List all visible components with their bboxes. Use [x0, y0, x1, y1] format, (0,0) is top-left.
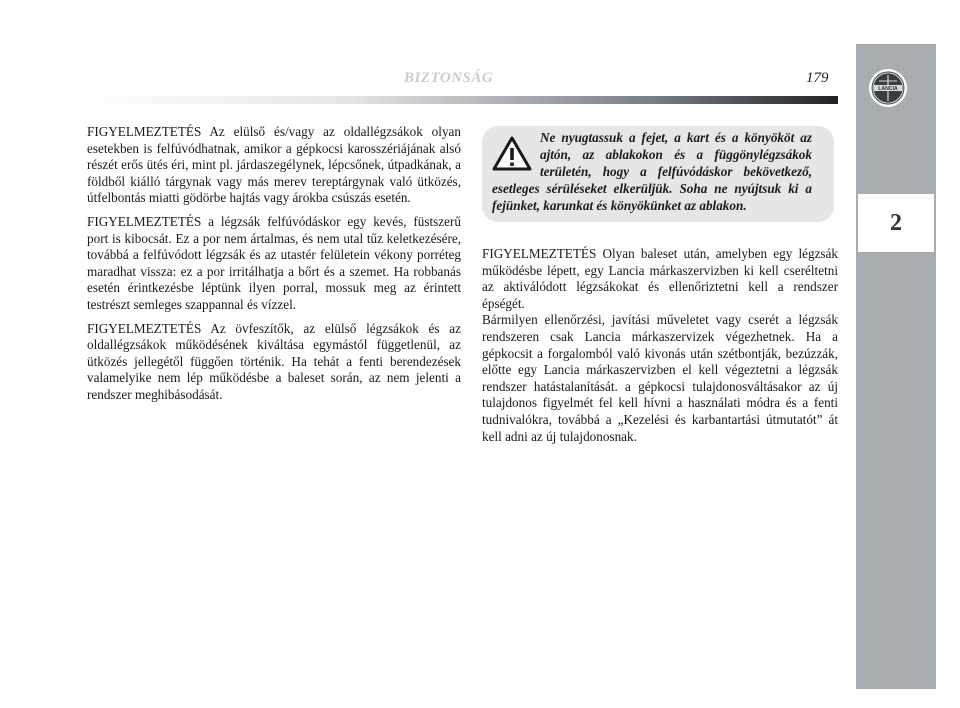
warning-paragraph-independent-activation: FIGYELMEZTETÉS Az övfeszítők, az elülső légzsákok és az oldallégzsákok működésének kiváltása egymástól függetlenül, az ütközés jellegétől függően történik. Ha tehát a fenti berendezések valamelyike nem lép működésbe a baleset során, az nem jelenti a rendszer meghibásodását. — [87, 320, 461, 402]
paragraph-service-and-disposal: Bármilyen ellenőrzési, javítási műveletet vagy cserét a légzsák rendszeren csak Lancia márkaszervizek végezhetnek. Ha a gépkocsit a forgalomból való kivonás után szétbontják, bezúzzák, előtte egy Lancia márkaszervizben el kell végeztetni a légzsák rendszer hatástalanítását. a gépkocsi tulajdonosváltásakor az új tulajdonos figyelmét fel kell hívni a használati módra és a fenti tudnivalókra, továbbá a „Kezelési és karbantartási útmutatót” át kell adni az új tulajdonosnak. — [482, 312, 838, 444]
page-number: 179 — [806, 70, 829, 86]
section-title: BIZTONSÁG — [404, 70, 494, 86]
warning-paragraph-after-accident: FIGYELMEZTETÉS Olyan baleset után, amelyben egy légzsák működésbe lépett, egy Lancia márkaszervizben ki kell cseréltetni az aktiválódott légzsákokat és ellenőriztetni kell a rendszer épségét. — [482, 246, 838, 311]
logo-text: LANCIA — [878, 86, 898, 92]
warning-text: Ne nyugtassuk a fejet, a kart és a könyököt az ajtón, az ablakokon és a függönylégzsákok területén, hogy a felfúvódáskor bekövetkező, esetleges sérüléseket elkerüljük. Soha ne nyújtsuk ki a fejünket, karunkat és könyökünket az ablakon. — [492, 130, 812, 213]
warning-paragraph-airbag-activation: FIGYELMEZTETÉS Az elülső és/vagy az oldallégzsákok olyan esetekben is felfúvódhatnak, amikor a gépkocsi karosszériájának alsó részét erős ütés éri, mint pl. járdaszegélynek, lépcsőnek, útpadkának, a földből kiálló tárgynak vagy más merev tereptárgynak való ütközés, útfelbontás miatti gödörbe hajtás vagy árokba csúszás esetén. — [87, 124, 461, 206]
header-divider — [84, 96, 838, 104]
warning-paragraph-airbag-dust: FIGYELMEZTETÉS a légzsák felfúvódáskor egy kevés, füstszerű port is kibocsát. Ez a por nem ártalmas, és nem utal tűz keletkezésére, továbbá a felfúvódott légzsák és az utastér felületein vékony porréteg maradhat vissza: ez a por irritálhatja a bőrt és a szemet. Ha robbanás esetén érintkezésbe léptünk ilyen porral, mossuk meg az érintett testrészt semleges szappannal és vízzel. — [87, 213, 461, 312]
lancia-logo-icon — [868, 68, 908, 108]
chapter-number: 2 — [858, 194, 934, 252]
right-column — [482, 246, 838, 445]
warning-box — [482, 126, 834, 222]
chapter-sidebar — [856, 44, 936, 689]
left-column — [87, 124, 461, 411]
